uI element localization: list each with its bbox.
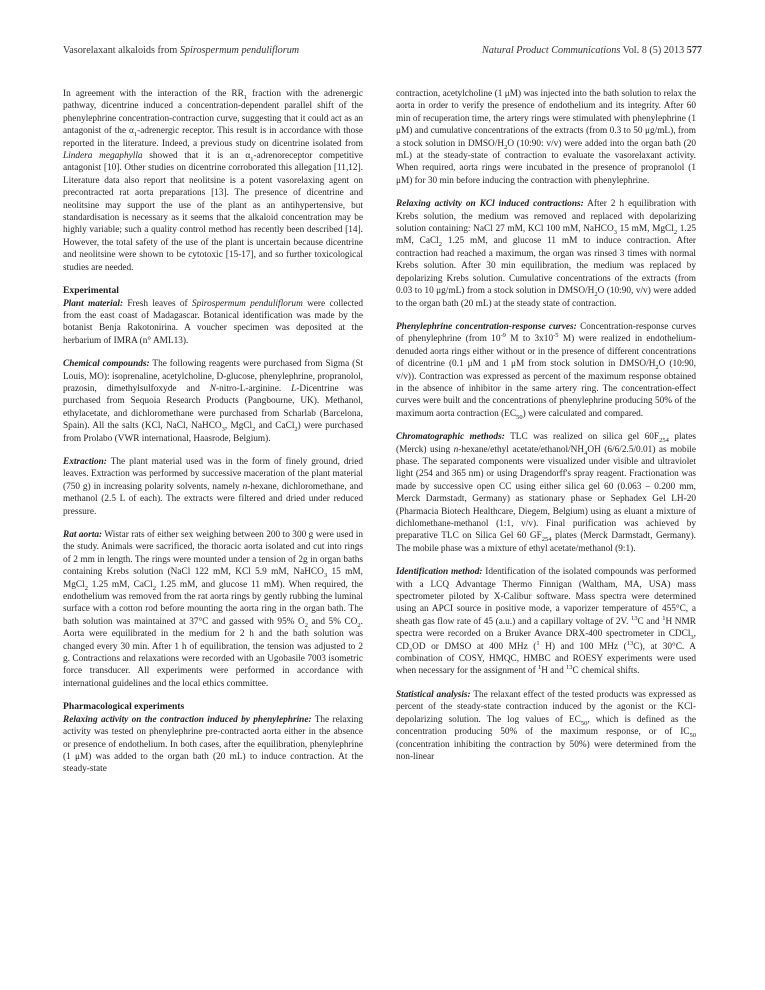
statistical-paragraph: Statistical analysis: The relaxant effect of the tested products was expressed as percent of the steady-state contraction induced by the agonist or the KCl-depolarizing solution. The log values of $EC_{50}$, which is defined as the concentration producing 50% of the maximum response, or of $IC_{50}$ (concentration inhibiting the contraction by 50%) were determined from the non-linear — [396, 689, 696, 762]
extraction-paragraph: Extraction: The plant material used was in the form of finely ground, dried leaves. Extraction was performed by successive maceration of the plant material (750 g) in increasing polarity solvents, namely n-hexane, dichloromethane, and methanol (2.5 L of each). The extracts were filtered and dried under reduced pressure. — [63, 456, 363, 517]
continued-paragraph: contraction, acetylcholine (1 μM) was injected into the bath solution to relax the aorta in order to verify the presence of endothelium and its integrity. After 60 min of recuperation time, the artery rings were stimulated with phenylephrine (1 μM) and cumulative concentrations of the extracts (from 0.3 to 50 μg/mL), from a stock solution in DMSO/$H_2O$ (10:90: v/v) were added into the organ bath (20 mL) at the steady-state of contraction to evaluate the vasorelaxant activity. When required, aorta rings were incubated in the presence of propranolol (1 μM) for 30 min before inducing the contraction with phenylephrine. — [396, 89, 696, 186]
chromatographic-paragraph: Chromatographic methods: TLC was realized on silica gel $60F_{254}$ plates (Merck) using n-hexane/ethyl acetate/$ethanol/NH_4OH$ (6/6/2.5/0.01) as mobile phase. The separated components were visualized under visible and ultraviolet light (254 and 365 nm) or using Dragendorff's spray reagent. Fractionation was made by successive open CC using either silica gel 60 (0.063 – 0.200 mm, Merck Darmstadt, Germany) as stationary phase or Sephadex Gel LH-20 (Pharmacia Biotech Healthcare, Diegem, Belgium) using as eluant a mixture of dichlomethane-methanol (1:1, v/v). Final purification was achieved by preparative TLC on Silica Gel 60 $GF_{254}$ plates (Merck Darmstadt, Germany). The mobile phase was a mixture of ethyl acetate/methanol (9:1). — [396, 432, 697, 554]
pharmacological-heading: Pharmacological experiments — [63, 701, 185, 713]
running-header — [63, 45, 702, 59]
header-article-title: Vasorelaxant alkaloids from Spirospermum penduliflorum — [63, 45, 300, 56]
rat-aorta-paragraph: Rat aorta: Wistar rats of either sex weighing between 200 to 300 g were used in the study. Animals were sacrificed, the thoracic aorta isolated and cut into rings of 2 mm in length. The rings were mounted under a tension of 2g in organ baths containing Krebs solution (NaCl 122 mM, KCl 5.9 mM, NaHCO$_3$ 15 mM, MgCl$_2$ 1.25 mM, CaCl$_2$ 1.25 mM, and glucose 11 mM). When required, the endothelium was removed from the rat aorta rings by gently rubbing the luminal surface with a cotton rod before mounting the aorta ring in the organ bath. The bath solution was maintained at 37°C and gassed with 95% $O_2$ and 5% $CO_2$. Aorta were equilibrated in the medium for 2 h and the bath solution was changed every 30 min. After 1 h of equilibration, the tension was adjusted to 2 g. Contractions and relaxations were recorded with an Ugobasile 7003 isometric force transducer. All experiments were performed in accordance with international guidelines and the local ethics committee. — [63, 530, 363, 689]
chemical-compounds-paragraph: Chemical compounds: The following reagents were purchased from Sigma (St Louis, MO): isoprenaline, acetylcholine, D-glucose, phenylephrine, propranolol, prazosin, dimethylsulfoxyde and N-nitro-L-arginine. L-Dicentrine was purchased from Sequoia Research Products (Pangbourne, UK). Methanol, ethylacetate, and dichloromethane were purchased from Scharlab (Barcelona, Spain). All the salts (KCl, NaCl, NaHCO$_3$, MgCl$_2$ and CaCl$_2$) were purchased from Prolabo (VWR international, Haasrode, Belgium). — [63, 359, 363, 444]
header-journal-info: Natural Product Communications Vol. 8 (5) 2013 577 — [482, 45, 702, 56]
discussion-paragraph: In agreement with the interaction of the $RR_1$ fraction with the adrenergic pathway, dicentrine induced a concentration-dependent parallel shift of the phenylephrine concentration-contraction curve, suggesting that it could act as an antagonist of the $\alpha_1$-adrenergic receptor. This result is in accordance with those reported in the literature. Indeed, a previous study on dicentrine isolated from Lindera megaphylla showed that it is an $\alpha_1$-adrenoreceptor competitive antagonist [10]. Other studies on dicentrine corroborated this allegation [11,12]. Literature data also report that neolitsine is a potent vasorelaxing agent on precontracted rat aorta preparations [13]. The presence of dicentrine and neolitsine may support the use of the plant as an antihypertensive, but standardisation is necessary as it seems that the alkaloid concentration may be highly variable; such a quality control method has recently been described [14]. However, the total safety of the use of the plant is uncertain because dicentrine and neolitsine were shown to be cytotoxic [15-17], and so further toxicological studies are needed. — [63, 89, 363, 273]
experimental-heading: Experimental — [63, 285, 119, 297]
plant-material-paragraph: Plant material: Fresh leaves of Spirospermum penduliflorum were collected from the east coast of Madagascar. Botanical identification was made by the botanist Benja Rakotonirina. A voucher specimen was deposited at the herbarium of IMRA (n° AML13). — [63, 298, 364, 346]
phenylephrine-curves-paragraph: Phenylephrine concentration-response curves: Concentration-response curves of phenylephrine (from $10^{-9}$ M to $3x10^{-5}$ M) were realized in endothelium-denuded aorta rings either without or in the presence of different concentrations of dicentrine (0.1 μM and 1 μM from stock solution in DMSO/$H_2O$ (10:90, v/v)). Contraction was expressed as percent of the maximum response obtained in the absence of inhibitor in the same artery ring. The concentration-effect curves were built and the concentrations of phenylephrine producing 50% of the maximum aorta contraction $(EC_{50})$ were calculated and compared. — [396, 321, 696, 421]
right-column — [396, 88, 696, 763]
kcl-paragraph: Relaxing activity on KCl induced contractions: After 2 h equilibration with Krebs solution, the medium was removed and replaced with depolarizing solution containing: NaCl 27 mM, KCl 100 mM, NaHCO$_3$ 15 mM, MgCl$_2$ 1.25 mM, CaCl$_2$ 1.25 mM, and glucose 11 mM to induce contraction. After contraction had reached a maximum, the organ was rinsed 3 times with normal Krebs solution. After 30 min equilibration, the medium was replaced by depolarizing Krebs solution. Cumulative concentrations of the extracts (from 0.03 to 10 μg/mL) from a stock solution in DMSO/$H_2O$ (10:90, v/v) were added to the organ bath (20 mL) at the steady state of contraction. — [396, 199, 697, 309]
left-column — [63, 88, 363, 776]
page-number: 577 — [686, 45, 702, 56]
identification-paragraph: Identification method: Identification of the isolated compounds was performed with a LCQ Advantage Thermo Finnigan (Waltham, MA, USA) mass spectrometer piloted by X-Calibur software. Mass spectra were determined using an APCI source in positive mode, a vaporizer temperature of 455°C, a sheath gas flow rate of 45 (a.u.) and a capillary voltage of 2V. $^{13}$C and $^1$H NMR spectra were recorded on a Bruker Avance DRX-400 spectrometer in CDCl$_3$, $CD_3OD$ or DMSO at 400 MHz ($^1$ H) and 100 MHz ($^{13}$C), at 30°C. A combination of COSY, HMQC, HMBC and ROESY experiments were used when necessary for the assignment of $^1$H and $^{13}$C chemical shifts. — [396, 567, 696, 677]
relaxing-phenylephrine-paragraph: Relaxing activity on the contraction induced by phenylephrine: The relaxing activity was tested on phenylephrine pre-contracted aorta either in the absence or presence of endothelium. In both cases, after the equilibration, phenylephrine (1 μM) was added to the organ bath (20 mL) to induce contraction. At the steady-state — [63, 714, 363, 775]
